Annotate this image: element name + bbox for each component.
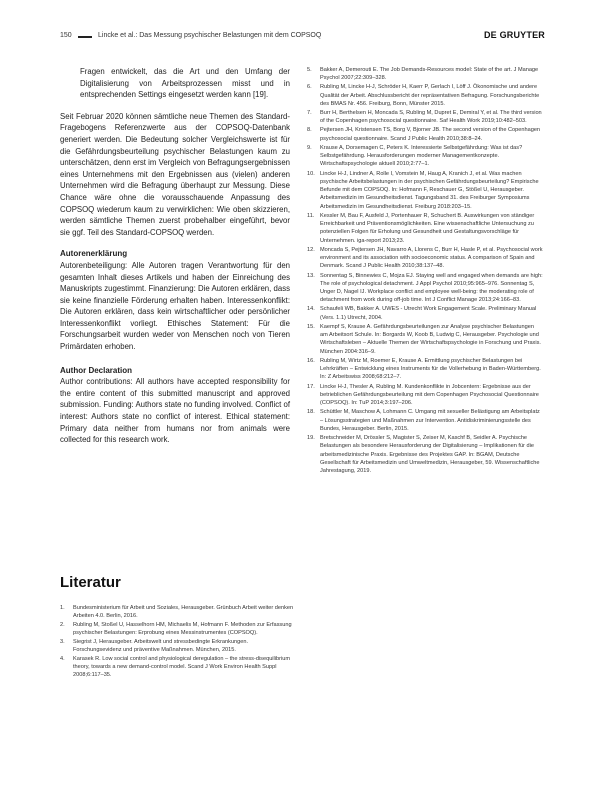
reference-text: Schüttler M, Maschow A, Lohmann C. Umgang mit sexueller Belästigung am Arbeitsplatz – Lösungsstrategien und Maßnahmen zur Intervention. Antidiskriminierungsstelle des Bundes, Herausgeber. Berlin, 2015. [320, 409, 540, 432]
reference-number: 4. [60, 655, 65, 662]
reference-number: 3. [60, 638, 65, 645]
reference-text: Lincke H-J, Lindner A, Rolle I, Vomstein M, Haug A, Kranich J, et al. Was machen psychische Arbeitsbelastungen in der psychischen Gefährdungsbeurteilung? Empirische Befunde mit dem COPSOQ. In: Hofmann F, Reschauer G, Stößel U, Herausgeber. Arbeitsmedizin im Gesundheitsdienst. Tagungsband 31. des Freiburger Symposiums Arbeitsmedizin im Gesundheitsdienst. Freiburg 2018:203–15. [320, 170, 539, 210]
reference-number: 2. [60, 621, 65, 628]
reference-item [307, 109, 543, 126]
reference-item [307, 383, 543, 408]
reference-number: 19. [307, 434, 315, 441]
section-autorenerklaerung [60, 248, 290, 352]
reference-item [307, 408, 543, 433]
reference-text: Sonnentag S, Binnewies C, Mojza EJ. Staying well and engaged when demands are high: The role of psychological detachment. J Appl Psychol 2010;95:965–976. Sonnentag S, Unger D, Nagel IJ. Workplace conflict and employee well-being: the moderating role of detachment from work during off-job time. Int J Conflict Manage 2013;24:166–83. [320, 272, 543, 304]
reference-item [60, 655, 296, 680]
running-title: Lincke et al.: Das Messung psychischer Belastungen mit dem COPSOQ [98, 32, 322, 39]
reference-text: Kaempf S, Krause A. Gefährdungsbeurteilungen zur Analyse psychischer Belastungen am Arbeitsort Schule. In: Borgards W, Koob B, Ludwig C, Herausgeber. Psychologie und Wirtschaftsleben – Aktuelle Themen der Wirtschaftspsychologie in Forschung und Praxis. München 2004:316–9. [320, 323, 541, 355]
reference-number: 10. [307, 170, 315, 177]
reference-item [307, 246, 543, 271]
reference-number: 8. [307, 127, 312, 134]
reference-number: 7. [307, 110, 312, 117]
reference-text: Bretschneider M, Drössler S, Magister S, Zeiser M, Kaschf B, Seidler A. Psychische Belastungen als besondere Herausforderung der Digitalisierung – Implikationen für die arbeitsmedizinische Praxis. Ergebnisse des Projektes GAP. In: BGAM, Deutsche Gesellschaft für Arbeitsmedizin und Umweltmedizin, Herausgeber, 59. Wissenschaftliche Jahrestagung, 2019. [320, 434, 540, 475]
reference-text: Pejtersen JH, Kristensen TS, Borg V, Bjorner JB. The second version of the Copenhagen psychosocial questionnaire. Scand J Public Health 2010;38:8–24. [320, 127, 541, 142]
reference-number: 5. [307, 67, 312, 73]
reference-item [307, 126, 543, 143]
reference-text: Burr H, Berthelsen H, Moncada S, Rubling M, Dupret E, Demiral Y, et al. The third version of the Copenhagen psychosocial questionnaire. Saf Health Work 2019;10:482–503. [320, 110, 542, 125]
reference-text: Karasek R. Low social control and physiological deregulation – the stress-disequilibrium theory, towards a new demand-control model. Scand J Work Environ Health Suppl 2008;6:117–35. [73, 655, 291, 679]
paragraph-continued: Fragen entwickelt, das die Art und den Umfang der Digitalisierung von Arbeitsprozessen misst und in entsprechenden Settings eingesetzt werden kann [19]. [80, 67, 290, 100]
reference-number: 16. [307, 357, 315, 364]
autorenerklaerung-text: Autorenbeteiligung: Alle Autoren tragen Verantwortung für den gesamten Inhalt dieses Artikels und haben der Einreichung des Manuskripts zugestimmt. Finanzierung: Die Autoren erklären, dass sie keine finanzielle Förderung erhalten haben. Interessenkonflikt: Die Autoren erklären, dass kein wirtschaftlicher oder persönlicher Interessenkonflikt vorliegt. Ethisches Statement: Für die Forschungsarbeit wurden weder von Menschen noch von Tieren Primärdaten erhoben. [60, 260, 290, 352]
reference-number: 17. [307, 383, 315, 390]
autorenerklaerung-heading: Autorenerklärung [60, 249, 128, 259]
reference-text: Rubling M, Stoßel U, Hasselhorn HM, Michaelis M, Hofmann F. Methoden zur Erfassung psychischer Belastungen: Erprobung eines Messinstrumentes (COPSOQ). [73, 621, 292, 637]
reference-item [307, 323, 543, 356]
reference-item [60, 604, 296, 621]
reference-number: 11. [307, 212, 315, 219]
reference-list-right [307, 66, 543, 476]
reference-item [307, 305, 543, 322]
reference-item [307, 66, 543, 83]
reference-item [307, 357, 543, 382]
reference-number: 9. [307, 144, 312, 151]
reference-text: Krause A, Dorsemagen C, Peters K. Interessierte Selbstgefährdung: Was ist das? Selbstgefährdung. Herausforderungen moderner Managementkonzepte. Wirtschaftspsychologie aktuell 2010;2:77–1. [320, 144, 523, 168]
paragraph-referenzwerte: Seit Februar 2020 können sämtliche neue Themen des Standard-Fragebogens Referenzwerte aus der COPSOQ-Datenbank generiert werden. Die Bedeutung solcher Vergleichswerte ist für die Gefährdungsbeurteilung psychischer Belastungen kaum zu unterschätzen, denn erst im Vergleich von Befragungsergebnissen eines Unternehmens mit den Ergebnissen aus (vielen) anderen Unternehmen wird die Befragung überhaupt zur Messung. Diese Chance wäre ohne die vorausschauende Anpassung des COPSOQ wiederum kaum zu verwirklichen: Wie oben skizzieren, werden sämtliche Themen zuerst probehalber eingeführt, bevor sie ggf. Teil des Standard-COPSOQ werden. [60, 111, 290, 237]
reference-text: Moncada S, Pejtersen JH, Navarro A, Llorens C, Burr H, Hasle P, et al. Psychosocial work environment and its association with socioeconomic status. A comparison of Spain and Denmark. Scand J Public Health 2010;38:137–48. [320, 246, 543, 270]
reference-item [307, 272, 543, 305]
reference-number: 6. [307, 84, 312, 91]
reference-number: 14. [307, 306, 315, 313]
reference-text: Bakker A, Demerouti E. The Job Demands-Resources model: State of the art. J Manage Psychol 2007;22:309–328. [320, 67, 539, 82]
reference-item [307, 170, 543, 211]
reference-number: 15. [307, 323, 315, 330]
reference-item [307, 83, 543, 108]
reference-item [307, 434, 543, 475]
reference-number: 1. [60, 605, 65, 611]
author-declaration-heading: Author Declaration [60, 365, 133, 375]
reference-text: Rubling M, Lincke H-J, Schröder H, Kaerr P, Gerlach I, Löff J. Ökonomische und andere Qualität der Arbeit. Abschlussbericht der repräsentativen Befragung. Forschungsberichte des BMAS Nr. 456. Freiburg, Bonn, Münster 2015. [320, 84, 540, 107]
reference-text: Lincke H-J, Thesler A, Rubling M. Kundenkonflikte in Jobcentern: Ergebnisse aus der betrieblichen Gefährdungsbeurteilung mit dem Copenhagen Psychosocial Questionnaire (COPSOQ). In: TuP 2014;3:197–206. [320, 383, 539, 407]
reference-text: Kessler M, Bau F, Ausfeld J, Portenhauer R, Schuchert B. Auswirkungen von ständiger Erreichbarkeit und Präventionsmöglichkeiten. Eine wissenschaftliche Untersuchung zu potenziellen Folgen für Erholung und Gesundheit und Gestaltungsvorschläge für Unternehmen. iga-report 2013;23. [320, 212, 535, 244]
page-number: 150 [60, 32, 72, 39]
literatur-heading: Literatur [60, 574, 121, 591]
reference-text: Schaufeli WB, Bakker A. UWES - Utrecht Work Engagement Scale. Preliminary Manual (Vers. 1.1) Utrecht, 2004. [320, 306, 537, 321]
reference-item [307, 212, 543, 245]
reference-text: Bundesministerium für Arbeit und Soziales, Herausgeber. Grünbuch Arbeit weiter denken Arbeiten 4.0. Berlin, 2016. [73, 605, 294, 620]
left-column [60, 66, 290, 458]
reference-item [60, 638, 296, 655]
reference-item [307, 144, 543, 169]
page-header [60, 30, 545, 44]
reference-list-left [60, 604, 296, 680]
reference-number: 18. [307, 409, 315, 416]
reference-number: 13. [307, 272, 315, 279]
author-declaration-text: Author contributions: All authors have accepted responsibility for the entire content of this submitted manuscript and approved submission. Funding: Authors state no funding involved. Conflict of interest: Authors state no conflict of interest. Ethical statement: Primary data neither from humans nor from animals were collected for this research work. [60, 377, 290, 445]
section-author-declaration [60, 365, 290, 446]
reference-item [60, 621, 296, 638]
header-rule [78, 36, 92, 38]
reference-number: 12. [307, 246, 315, 253]
publisher-logo: DE GRUYTER [483, 30, 545, 40]
reference-text: Siegrist J, Herausgeber. Arbeitswelt und stressbedingte Erkrankungen. Forschungsevidenz und präventive Maßnahmen. München, 2015. [73, 638, 249, 654]
reference-text: Rubling M, Wirtz M, Roemer E, Krause A. Ermittlung psychischer Belastungen bei Lehrkräften – Entwicklung eines Instruments für die Vollerhebung in Baden-Württemberg. In: Z Arbeitswiss 2008;68:212–7. [320, 357, 541, 381]
